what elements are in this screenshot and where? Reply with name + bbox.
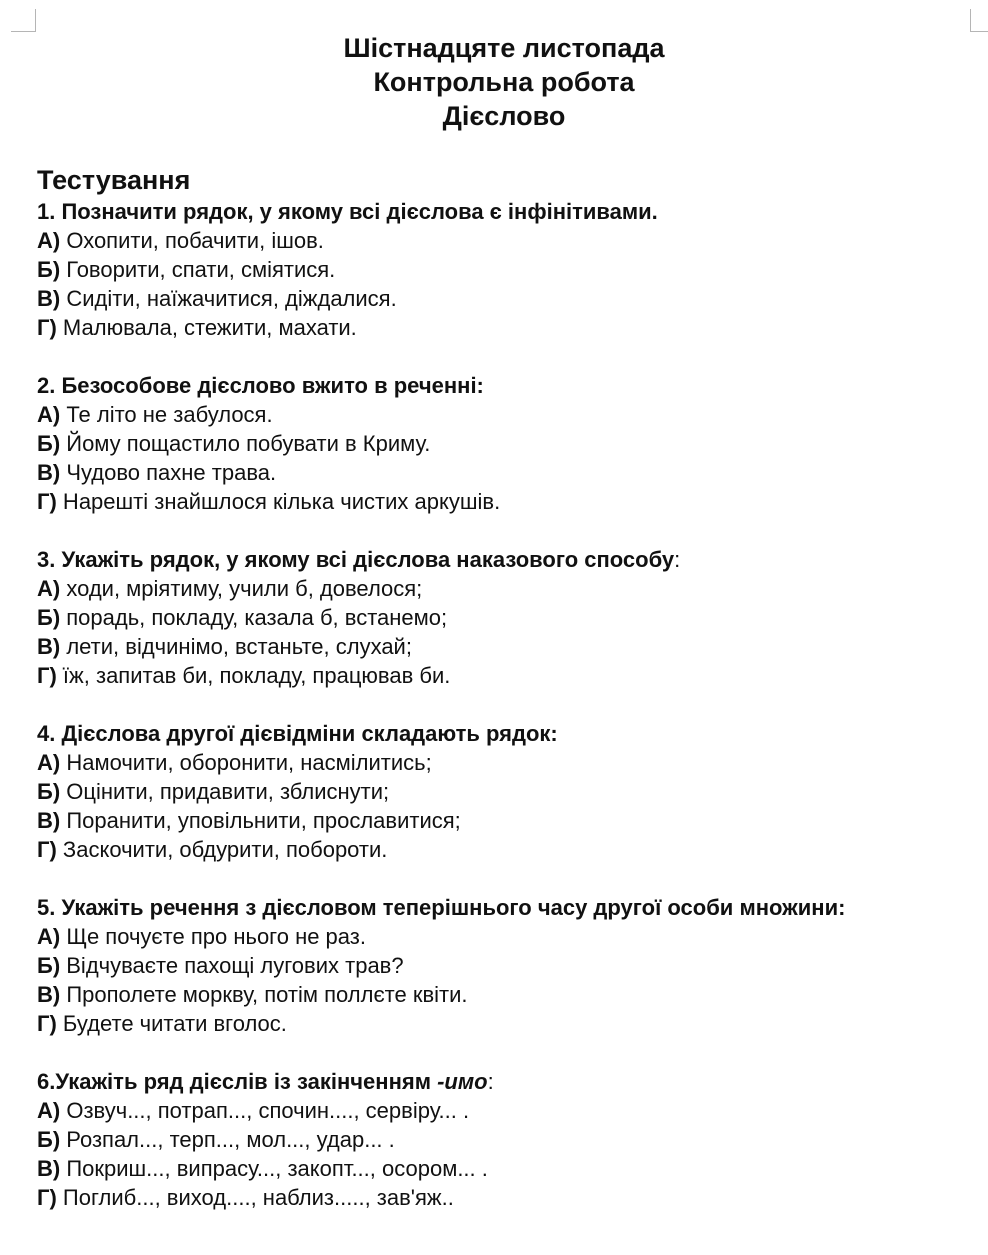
page-corner-mark-right bbox=[970, 9, 988, 32]
question-punctuation: : bbox=[674, 547, 681, 572]
option-a bbox=[37, 574, 977, 603]
question-6-text bbox=[37, 1067, 977, 1096]
option-b bbox=[37, 1125, 977, 1154]
question-1 bbox=[37, 197, 977, 342]
option-text: Поглиб..., виход...., наблиз....., зав'яж.. bbox=[56, 1185, 454, 1210]
question-prompt: Укажіть речення з дієсловом теперішнього часу другої особи множини: bbox=[55, 895, 846, 920]
option-text: Озвуч..., потрап..., спочин...., сервіру... . bbox=[60, 1098, 470, 1123]
question-3-text bbox=[37, 545, 977, 574]
document-body bbox=[37, 163, 977, 1241]
option-letter: Б) bbox=[37, 257, 61, 282]
option-letter: В) bbox=[37, 982, 61, 1007]
option-a bbox=[37, 1096, 977, 1125]
option-letter: Г) bbox=[37, 663, 57, 688]
option-h bbox=[37, 1183, 977, 1212]
option-text: Чудово пахне трава. bbox=[60, 460, 277, 485]
question-5-text bbox=[37, 893, 977, 922]
question-number: 2. bbox=[37, 373, 56, 398]
option-letter: В) bbox=[37, 286, 61, 311]
option-a bbox=[37, 400, 977, 429]
option-text: Сидіти, наїжачитися, діждалися. bbox=[60, 286, 397, 311]
option-v bbox=[37, 284, 977, 313]
question-1-text bbox=[37, 197, 977, 226]
option-letter: А) bbox=[37, 576, 61, 601]
question-prompt: Укажіть ряд дієслів із закінченням bbox=[55, 1069, 438, 1094]
question-prompt: Безособове дієслово вжито в реченні: bbox=[55, 373, 484, 398]
option-letter: Б) bbox=[37, 953, 61, 978]
option-text: Відчуваєте пахощі лугових трав? bbox=[60, 953, 404, 978]
header-date: Шістнадцяте листопада bbox=[343, 33, 665, 63]
option-text: Прополете моркву, потім поллєте квіти. bbox=[60, 982, 468, 1007]
option-text: Поранити, уповільнити, прославитися; bbox=[60, 808, 461, 833]
option-a bbox=[37, 226, 977, 255]
option-text: Малювала, стежити, махати. bbox=[56, 315, 357, 340]
option-text: порадь, покладу, казала б, встанемо; bbox=[60, 605, 448, 630]
question-number: 3. bbox=[37, 547, 56, 572]
option-letter: В) bbox=[37, 634, 61, 659]
option-text: Будете читати вголос. bbox=[56, 1011, 287, 1036]
option-b bbox=[37, 777, 977, 806]
option-text: Намочити, оборонити, насмілитись; bbox=[60, 750, 432, 775]
option-text: Нарешті знайшлося кілька чистих аркушів. bbox=[56, 489, 501, 514]
header-work-type: Контрольна робота bbox=[373, 67, 635, 97]
option-letter: А) bbox=[37, 750, 61, 775]
option-v bbox=[37, 458, 977, 487]
question-number: 4. bbox=[37, 721, 56, 746]
option-h bbox=[37, 487, 977, 516]
option-letter: Г) bbox=[37, 489, 57, 514]
option-letter: Б) bbox=[37, 779, 61, 804]
ending-suffix: -имо bbox=[437, 1069, 488, 1094]
question-4-text bbox=[37, 719, 977, 748]
option-v bbox=[37, 1154, 977, 1183]
option-text: лети, відчинімо, встаньте, слухай; bbox=[60, 634, 412, 659]
option-letter: Г) bbox=[37, 837, 57, 862]
option-b bbox=[37, 951, 977, 980]
option-text: Те літо не забулося. bbox=[60, 402, 273, 427]
option-text: Оцінити, придавити, зблиснути; bbox=[60, 779, 390, 804]
option-v bbox=[37, 632, 977, 661]
option-text: Покриш..., випрасу..., закопт..., осором... . bbox=[60, 1156, 488, 1181]
document-header bbox=[0, 31, 988, 133]
option-letter: А) bbox=[37, 228, 61, 253]
option-text: Розпал..., терп..., мол..., удар... . bbox=[60, 1127, 395, 1152]
option-text: їж, запитав би, покладу, працював би. bbox=[56, 663, 451, 688]
question-prompt: Дієслова другої дієвідміни складають рядок: bbox=[55, 721, 558, 746]
option-h bbox=[37, 835, 977, 864]
question-3 bbox=[37, 545, 977, 690]
question-prompt: Укажіть рядок, у якому всі дієслова наказового способу bbox=[55, 547, 675, 572]
option-b bbox=[37, 255, 977, 284]
option-letter: А) bbox=[37, 402, 61, 427]
option-letter: Г) bbox=[37, 315, 57, 340]
option-letter: Б) bbox=[37, 605, 61, 630]
question-5 bbox=[37, 893, 977, 1038]
option-v bbox=[37, 980, 977, 1009]
option-letter: А) bbox=[37, 924, 61, 949]
page-corner-mark-left bbox=[11, 9, 36, 32]
option-letter: В) bbox=[37, 808, 61, 833]
question-2 bbox=[37, 371, 977, 516]
question-2-text bbox=[37, 371, 977, 400]
option-text: Заскочити, обдурити, побороти. bbox=[56, 837, 388, 862]
option-b bbox=[37, 429, 977, 458]
option-text: Йому пощастило побувати в Криму. bbox=[60, 431, 431, 456]
option-b bbox=[37, 603, 977, 632]
option-text: Ще почуєте про нього не раз. bbox=[60, 924, 366, 949]
option-h bbox=[37, 313, 977, 342]
option-a bbox=[37, 748, 977, 777]
option-letter: В) bbox=[37, 1156, 61, 1181]
question-number: 1. bbox=[37, 199, 56, 224]
option-letter: Б) bbox=[37, 431, 61, 456]
option-text: Говорити, спати, сміятися. bbox=[60, 257, 336, 282]
option-text: ходи, мріятиму, учили б, довелося; bbox=[60, 576, 423, 601]
option-letter: А) bbox=[37, 1098, 61, 1123]
option-letter: Б) bbox=[37, 1127, 61, 1152]
option-v bbox=[37, 806, 977, 835]
option-letter: В) bbox=[37, 460, 61, 485]
option-letter: Г) bbox=[37, 1185, 57, 1210]
question-number: 5. bbox=[37, 895, 56, 920]
option-h bbox=[37, 1009, 977, 1038]
question-number: 6. bbox=[37, 1069, 56, 1094]
option-h bbox=[37, 661, 977, 690]
question-punctuation: : bbox=[487, 1069, 494, 1094]
option-letter: Г) bbox=[37, 1011, 57, 1036]
question-prompt: Позначити рядок, у якому всі дієслова є інфінітивами. bbox=[55, 199, 658, 224]
option-text: Охопити, побачити, ішов. bbox=[60, 228, 324, 253]
option-a bbox=[37, 922, 977, 951]
header-topic: Дієслово bbox=[442, 101, 566, 131]
question-6 bbox=[37, 1067, 977, 1212]
section-title: Тестування bbox=[37, 165, 191, 195]
question-4 bbox=[37, 719, 977, 864]
